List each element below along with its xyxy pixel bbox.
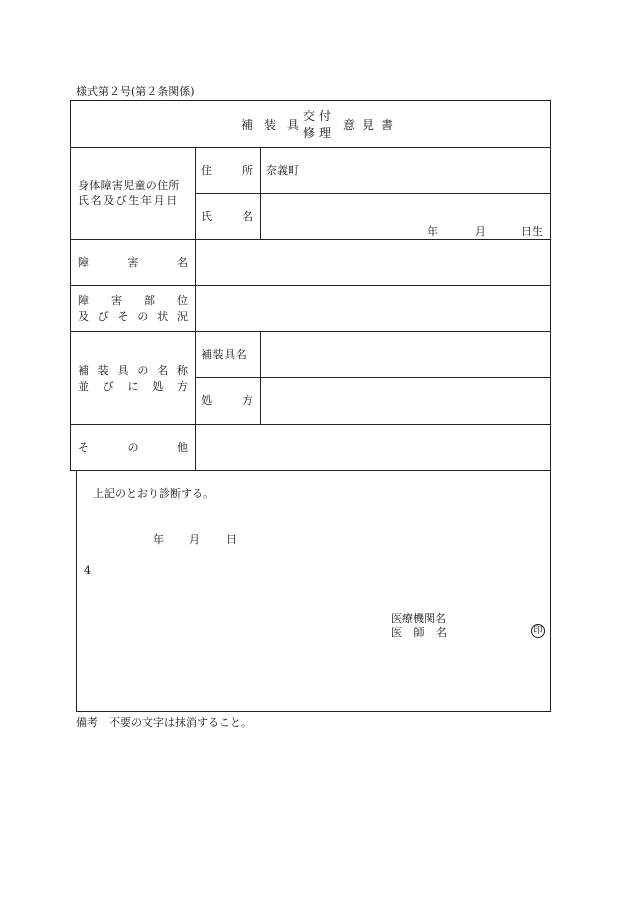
device-name-label: 補装具名 <box>201 348 248 361</box>
label-char: 処 <box>201 394 212 407</box>
label-char: そ <box>78 441 89 454</box>
prescription-label <box>201 395 253 406</box>
label-char: の <box>127 441 139 454</box>
label-char: 障 <box>78 294 89 307</box>
disability-site-field[interactable] <box>196 286 550 331</box>
label-char: 並 <box>78 380 89 393</box>
device-label-line2 <box>78 381 188 392</box>
title-char: 意 <box>343 118 356 132</box>
diagnosis-year-label: 年 <box>153 533 164 546</box>
label-char: 氏 <box>201 210 212 223</box>
subject-label-line1: 身体障害児童の住所 <box>78 179 180 192</box>
institution-label: 医療機関名 <box>391 612 446 625</box>
divider <box>76 471 77 712</box>
title-char: 書 <box>380 118 393 132</box>
prescription-field[interactable] <box>261 378 550 424</box>
seal-text: 印 <box>533 625 543 636</box>
label-char: び <box>97 310 109 323</box>
title-option-repair <box>303 127 331 139</box>
other-field[interactable] <box>196 425 550 470</box>
disability-name-field[interactable] <box>196 240 550 285</box>
diagnosis-month-label: 月 <box>189 533 200 546</box>
other-label <box>78 442 188 453</box>
address-label <box>201 165 253 176</box>
label-char: 方 <box>177 380 188 393</box>
title-option-issue <box>303 110 331 122</box>
label-char: の <box>137 310 149 323</box>
label-char: 具 <box>117 364 129 377</box>
label-char: 名 <box>157 364 169 377</box>
label-char: 処 <box>152 380 164 393</box>
label-char: 師 <box>413 626 425 639</box>
label-char: 状 <box>157 310 169 323</box>
title-char: 補 <box>241 118 254 132</box>
label-char: そ <box>117 310 129 323</box>
label-char: 所 <box>242 164 253 177</box>
label-char: 医 <box>391 626 402 639</box>
title-char: 見 <box>361 118 374 132</box>
label-char: の <box>137 364 149 377</box>
label-char: 名 <box>177 256 188 269</box>
device-label-line1 <box>78 365 188 376</box>
label-char: 称 <box>176 364 188 377</box>
divider <box>550 471 551 712</box>
page-number: 4 <box>84 564 91 577</box>
disability-site-label-line1 <box>78 295 188 306</box>
label-char: 害 <box>111 294 122 307</box>
divider <box>70 147 551 148</box>
subject-label-line2: 氏名及び生年月日 <box>78 194 179 207</box>
label-char: び <box>102 380 114 393</box>
birth-month-label: 月 <box>475 225 486 238</box>
label-char: 位 <box>177 294 188 307</box>
divider <box>76 711 551 712</box>
disability-name-label <box>78 257 188 268</box>
device-name-field[interactable] <box>261 332 550 377</box>
label-char: 部 <box>144 294 155 307</box>
label-char: 装 <box>97 364 109 377</box>
label-char: 害 <box>127 256 139 269</box>
birth-day-label: 日生 <box>521 225 543 238</box>
doctor-label <box>391 627 447 638</box>
note-text: 備考 不要の文字は抹消すること。 <box>76 716 252 729</box>
title-char: 理 <box>318 126 331 140</box>
title-char: 交 <box>303 109 316 123</box>
label-char: 名 <box>242 210 253 223</box>
name-field[interactable] <box>261 194 550 239</box>
label-char: 他 <box>177 441 188 454</box>
label-char: 名 <box>436 626 447 639</box>
title-suffix <box>343 119 393 131</box>
birth-year-label: 年 <box>427 225 438 238</box>
diagnosis-statement: 上記のとおり診断する。 <box>93 487 214 500</box>
label-char: 住 <box>201 164 212 177</box>
title-prefix <box>241 119 299 131</box>
label-char: に <box>127 380 139 393</box>
title-char: 装 <box>263 118 276 132</box>
diagnosis-day-label: 日 <box>226 533 237 546</box>
address-value[interactable]: 奈義町 <box>266 164 299 177</box>
title-char: 付 <box>318 109 331 123</box>
form-number: 様式第２号(第２条関係) <box>76 85 195 98</box>
label-char: 況 <box>176 310 188 323</box>
label-char: 及 <box>78 310 89 323</box>
form-title <box>70 100 551 147</box>
label-char: 補 <box>78 364 89 377</box>
label-char: 方 <box>242 394 253 407</box>
label-char: 障 <box>78 256 89 269</box>
title-char: 具 <box>286 118 299 132</box>
disability-site-label-line2 <box>78 311 188 322</box>
title-char: 修 <box>303 126 316 140</box>
name-label <box>201 211 253 222</box>
seal-mark <box>531 624 545 638</box>
